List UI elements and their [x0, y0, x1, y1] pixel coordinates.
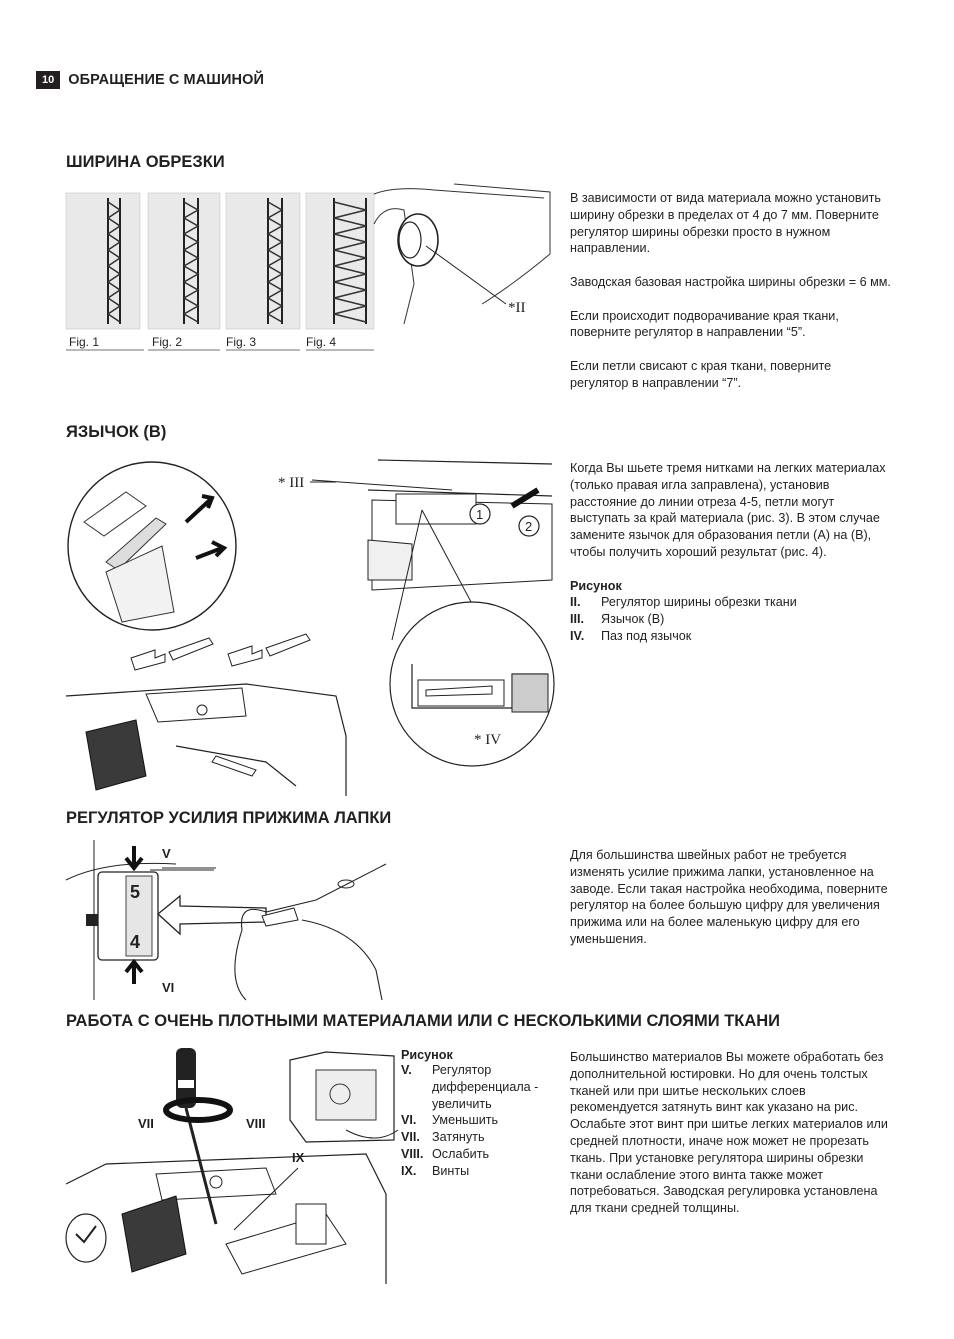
circle-label-2: 2 [525, 519, 533, 534]
heavy-legend [401, 1062, 551, 1180]
label-ix: IX [292, 1150, 305, 1165]
fig-panel-3 [226, 193, 300, 350]
tongue-paragraph: Когда Вы шьете тремя нитками на легких материалах (только правая игла заправлена), установив расстояние до линии отреза 4-5, петли могут выступать за край материала (рис. 3). В этом случае замените язычок для образования петли (A) на (B), чтобы получить хороший результат (рис. 4). [570, 461, 886, 559]
label-viii: VIII [246, 1116, 266, 1131]
fig-panel-1 [66, 193, 144, 350]
heavy-caption-title: Рисунок [401, 1048, 453, 1062]
large-arrow-icon [158, 896, 266, 934]
cut-width-text [570, 190, 892, 408]
legend-value: Винты [432, 1163, 470, 1178]
heavy-legend-block [401, 1048, 551, 1180]
figure-tongue-install [66, 676, 356, 796]
callout-iv: * IV [474, 732, 502, 748]
label-vii: VII [138, 1116, 154, 1131]
fig-label-3: Fig. 3 [226, 335, 257, 349]
tongue-text [570, 460, 892, 645]
callout-ii: *II [508, 300, 526, 316]
legend-key: II. [570, 595, 581, 610]
page-number: 10 [36, 71, 60, 89]
figure-tongue-closeup [66, 462, 246, 634]
legend-key: III. [570, 612, 584, 627]
figure-machine-overview [286, 1050, 402, 1146]
presser-text [570, 847, 892, 965]
fig-label-1: Fig. 1 [69, 335, 100, 349]
tongue-legend [570, 594, 892, 644]
label-vi: VI [162, 980, 175, 995]
circle-label-1: 1 [476, 507, 484, 522]
heading-presser-pressure: РЕГУЛЯТОР УСИЛИЯ ПРИЖИМА ЛАПКИ [66, 809, 392, 827]
dial-number-4: 4 [130, 932, 141, 952]
legend-key: VIII. [401, 1146, 424, 1161]
fig-label-2: Fig. 2 [152, 335, 183, 349]
legend-value: Затянуть [432, 1130, 485, 1145]
legend-key: VI. [401, 1113, 417, 1128]
page-header [36, 70, 264, 90]
figure-presser-dial [66, 840, 386, 1000]
page-section-title: ОБРАЩЕНИЕ С МАШИНОЙ [68, 72, 264, 88]
legend-key: IX. [401, 1163, 417, 1178]
fig-panel-4 [306, 193, 374, 350]
cut-width-paragraph-4: Если петли свисают с края ткани, поверните регулятор в направлении “7”. [570, 358, 832, 390]
legend-value: Уменьшить [432, 1113, 499, 1128]
callout-iii-label [276, 470, 336, 494]
figure-tongue-parts [125, 636, 225, 676]
legend-value: Регулятор ширины обрезки ткани [601, 595, 797, 610]
figure-stitch-samples [64, 188, 376, 356]
cut-width-paragraph-1: В зависимости от вида материала можно установить ширину обрезки в пределах от 4 до 7 мм. Поверните регулятор ширины обрезки просто в нужном направлении. [570, 191, 881, 256]
cut-width-paragraph-2: Заводская базовая настройка ширины обрезки = 6 мм. [570, 274, 891, 289]
rotate-arrow-icon [166, 1100, 230, 1120]
heading-heavy-fabrics: РАБОТА С ОЧЕНЬ ПЛОТНЫМИ МАТЕРИАЛАМИ ИЛИ С НЕСКОЛЬКИМИ СЛОЯМИ ТКАНИ [66, 1012, 781, 1030]
svg-text:* III: * III [278, 475, 305, 491]
arrow-up-icon [126, 962, 142, 984]
figure-tongue-parts-b [222, 632, 322, 672]
dial-number-5: 5 [130, 882, 141, 902]
label-v: V [162, 846, 171, 861]
legend-value: Паз под язычок [601, 628, 692, 643]
fig-label-4: Fig. 4 [306, 335, 337, 349]
legend-key: V. [401, 1063, 412, 1077]
tongue-caption-title: Рисунок [570, 578, 622, 593]
legend-value: Язычок (B) [601, 612, 665, 627]
heavy-paragraph: Большинство материалов Вы можете обработать без дополнительной юстировки. Но для очень толстых тканей или при шитье нескольких слоев рекомендуется затянуть винт как указано на рис. Ослабьте этот винт при шитье легких материалов или средней плотности, иначе нож может не прорезать ткань. При установке регулятора ширины обрезки ткани ослабление этого винта также может потребоваться. Заводская регулировка установлена для ткани средней толщины. [570, 1050, 888, 1216]
heading-tongue-b: ЯЗЫЧОК (B) [66, 423, 167, 441]
legend-value: Ослабить [432, 1146, 490, 1161]
figure-cut-width-knob [374, 184, 550, 334]
figure-tongue-slot [352, 450, 552, 760]
presser-paragraph: Для большинства швейных работ не требуется изменять усилие прижима лапки, установленное на заводе. Если такая настройка необходима, поверните регулятор на более большую цифру для увеличения прижима или на более маленькую цифру для его уменьшения. [570, 848, 888, 946]
fig-panel-2 [148, 193, 220, 350]
heading-cut-width: ШИРИНА ОБРЕЗКИ [66, 153, 225, 171]
heavy-text [570, 1049, 892, 1217]
legend-key: IV. [570, 628, 585, 643]
legend-value: Регулятор дифференциала - увеличить [432, 1063, 539, 1111]
legend-key: VII. [401, 1130, 420, 1145]
cut-width-paragraph-3: Если происходит подворачивание края ткани, поверните регулятор в направлении “5”. [570, 308, 839, 340]
